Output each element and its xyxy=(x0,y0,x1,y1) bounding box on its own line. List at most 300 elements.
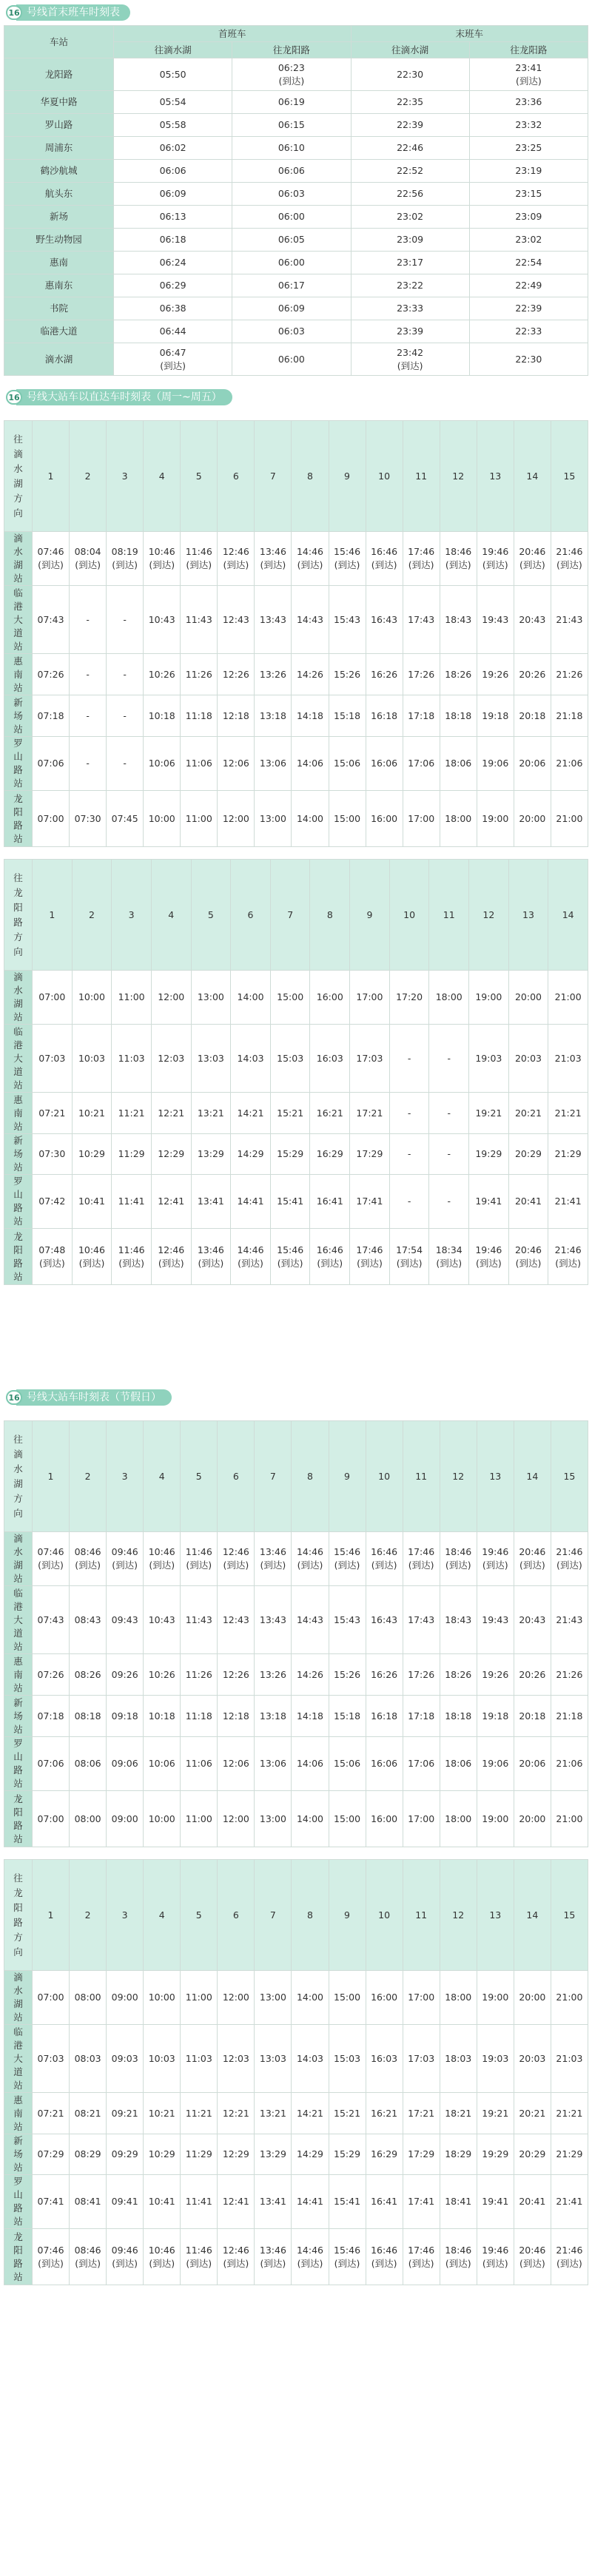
time-cell: 06:06 xyxy=(114,160,232,183)
time-cell: 12:43 xyxy=(218,1586,255,1654)
time-cell: 14:03 xyxy=(231,1025,271,1093)
table-row xyxy=(4,297,588,320)
time-cell: 08:00 xyxy=(70,1791,107,1847)
time-cell: 10:26 xyxy=(144,1654,181,1696)
time-cell: 17:03 xyxy=(403,2025,440,2093)
time-cell: 21:29 xyxy=(548,1134,588,1175)
time-cell: 20:41 xyxy=(508,1175,548,1229)
direction-label: 往龙阳路方向 xyxy=(4,1860,33,1971)
time-cell: 23:09 xyxy=(469,206,588,229)
time-cell: 14:18 xyxy=(292,1696,329,1737)
time-cell: 16:29 xyxy=(366,2134,403,2175)
holiday-section xyxy=(0,1388,588,2285)
train-number: 4 xyxy=(144,1421,181,1532)
time-cell: 22:39 xyxy=(351,114,469,137)
time-cell: 14:43 xyxy=(292,586,329,654)
time-cell: 19:43 xyxy=(477,586,514,654)
time-cell: 07:46 (到达) xyxy=(33,532,70,586)
time-cell: 23:17 xyxy=(351,252,469,274)
time-cell: 06:03 xyxy=(232,320,351,343)
time-cell: 06:24 xyxy=(114,252,232,274)
time-cell: 22:46 xyxy=(351,137,469,160)
time-cell: 14:21 xyxy=(231,1093,271,1134)
time-cell: 17:18 xyxy=(403,695,440,737)
time-cell: 09:06 xyxy=(107,1737,144,1791)
time-cell: 14:41 xyxy=(231,1175,271,1229)
time-cell: 10:00 xyxy=(72,971,112,1025)
time-cell: 06:38 xyxy=(114,297,232,320)
time-cell: 05:54 xyxy=(114,91,232,114)
time-cell: 11:00 xyxy=(181,1791,218,1847)
table-row xyxy=(4,654,588,695)
time-cell: 18:46 (到达) xyxy=(440,1532,477,1586)
time-cell: 20:00 xyxy=(514,1791,551,1847)
time-cell: 14:46 (到达) xyxy=(231,1229,271,1285)
time-cell: 16:03 xyxy=(366,2025,403,2093)
station-name: 航头东 xyxy=(4,183,114,206)
time-cell: 21:03 xyxy=(551,2025,588,2093)
time-cell: 11:46 (到达) xyxy=(181,1532,218,1586)
time-cell: 12:00 xyxy=(151,971,191,1025)
time-cell: 08:46 (到达) xyxy=(70,1532,107,1586)
time-cell: 23:22 xyxy=(351,274,469,297)
time-cell: 11:18 xyxy=(181,695,218,737)
time-cell: 21:46 (到达) xyxy=(551,1532,588,1586)
time-cell: 10:21 xyxy=(144,2093,181,2134)
station-name: 罗山路站 xyxy=(4,2175,33,2229)
time-cell: 20:41 xyxy=(514,2175,551,2229)
time-cell: 12:00 xyxy=(218,791,255,847)
time-cell: 22:30 xyxy=(469,343,588,376)
time-cell: 12:00 xyxy=(218,1791,255,1847)
train-number: 11 xyxy=(403,421,440,532)
time-cell: 20:00 xyxy=(514,1971,551,2025)
time-cell: 12:41 xyxy=(151,1175,191,1229)
time-cell: 11:06 xyxy=(181,1737,218,1791)
train-number: 8 xyxy=(292,1860,329,1971)
train-number: 5 xyxy=(181,1421,218,1532)
time-cell: 22:30 xyxy=(351,58,469,91)
time-cell: 16:46 (到达) xyxy=(366,1532,403,1586)
time-cell: 15:03 xyxy=(329,2025,366,2093)
time-cell: 12:41 xyxy=(218,2175,255,2229)
station-name: 华夏中路 xyxy=(4,91,114,114)
time-cell: 21:03 xyxy=(548,1025,588,1093)
time-cell: 13:29 xyxy=(255,2134,292,2175)
time-cell: 12:46 (到达) xyxy=(218,532,255,586)
time-cell: 17:03 xyxy=(350,1025,390,1093)
time-cell: 08:46 (到达) xyxy=(70,2229,107,2285)
train-number: 1 xyxy=(33,1860,70,1971)
time-cell: 12:21 xyxy=(218,2093,255,2134)
train-number: 13 xyxy=(477,1421,514,1532)
time-cell: 15:29 xyxy=(329,2134,366,2175)
time-cell: 13:00 xyxy=(255,1971,292,2025)
time-cell: 07:26 xyxy=(33,1654,70,1696)
time-cell: 08:03 xyxy=(70,2025,107,2093)
time-cell: 14:00 xyxy=(231,971,271,1025)
header-row xyxy=(4,1860,588,1971)
time-cell: 16:00 xyxy=(310,971,350,1025)
time-cell: 13:46 (到达) xyxy=(255,1532,292,1586)
time-cell: 06:44 xyxy=(114,320,232,343)
time-cell: 20:46 (到达) xyxy=(514,2229,551,2285)
time-cell: 06:00 xyxy=(232,252,351,274)
table-row xyxy=(4,1971,588,2025)
table-row xyxy=(4,274,588,297)
time-cell: - xyxy=(107,695,144,737)
train-number: 5 xyxy=(181,1860,218,1971)
time-cell: 14:41 xyxy=(292,2175,329,2229)
time-cell: 15:00 xyxy=(329,791,366,847)
time-cell: 16:29 xyxy=(310,1134,350,1175)
table-row xyxy=(4,58,588,91)
station-name: 龙阳路站 xyxy=(4,1791,33,1847)
time-cell: 20:26 xyxy=(514,1654,551,1696)
station-name: 龙阳路站 xyxy=(4,1229,33,1285)
weekday-header xyxy=(0,388,588,407)
table-row xyxy=(4,1025,588,1093)
time-cell: 13:03 xyxy=(255,2025,292,2093)
time-cell: 13:46 (到达) xyxy=(191,1229,231,1285)
time-cell: 19:46 (到达) xyxy=(477,2229,514,2285)
time-cell: 22:39 xyxy=(469,297,588,320)
time-cell: 06:29 xyxy=(114,274,232,297)
time-cell: 13:00 xyxy=(191,971,231,1025)
time-cell: 17:54 (到达) xyxy=(389,1229,429,1285)
train-number: 8 xyxy=(292,1421,329,1532)
time-cell: 10:00 xyxy=(144,1791,181,1847)
time-cell: - xyxy=(429,1093,469,1134)
time-cell: 22:35 xyxy=(351,91,469,114)
time-cell: 11:41 xyxy=(181,2175,218,2229)
time-cell: 17:26 xyxy=(403,654,440,695)
time-cell: 19:03 xyxy=(469,1025,509,1093)
time-cell: 19:41 xyxy=(477,2175,514,2229)
time-cell: 19:46 (到达) xyxy=(469,1229,509,1285)
time-cell: 21:00 xyxy=(551,1791,588,1847)
time-cell: 18:43 xyxy=(440,1586,477,1654)
time-cell: 20:46 (到达) xyxy=(508,1229,548,1285)
table-row xyxy=(4,160,588,183)
train-number: 14 xyxy=(548,860,588,971)
time-cell: 08:29 xyxy=(70,2134,107,2175)
station-name: 惠南站 xyxy=(4,1654,33,1696)
time-cell: 20:21 xyxy=(514,2093,551,2134)
time-cell: 18:00 xyxy=(440,791,477,847)
weekday-table-to-longyanglu xyxy=(4,859,588,1285)
time-cell: 21:06 xyxy=(551,1737,588,1791)
time-cell: 11:26 xyxy=(181,654,218,695)
time-cell: 23:36 xyxy=(469,91,588,114)
station-name: 滴水湖 xyxy=(4,343,114,376)
table-row xyxy=(4,183,588,206)
time-cell: 07:46 (到达) xyxy=(33,2229,70,2285)
time-cell: 13:21 xyxy=(255,2093,292,2134)
time-cell: 19:06 xyxy=(477,1737,514,1791)
time-cell: 09:00 xyxy=(107,1791,144,1847)
time-cell: 13:26 xyxy=(255,654,292,695)
station-name: 新场站 xyxy=(4,2134,33,2175)
time-cell: 07:43 xyxy=(33,586,70,654)
table-row xyxy=(4,229,588,252)
table-row xyxy=(4,1791,588,1847)
time-cell: - xyxy=(70,654,107,695)
time-cell: 06:09 xyxy=(114,183,232,206)
table-row xyxy=(4,2093,588,2134)
train-number: 11 xyxy=(429,860,469,971)
time-cell: 21:18 xyxy=(551,695,588,737)
station-name: 惠南站 xyxy=(4,2093,33,2134)
time-cell: - xyxy=(429,1175,469,1229)
time-cell: 12:00 xyxy=(218,1971,255,2025)
time-cell: 12:43 xyxy=(218,586,255,654)
time-cell: 15:18 xyxy=(329,695,366,737)
sub-header: 往滴水湖 xyxy=(114,42,232,58)
time-cell: 11:18 xyxy=(181,1696,218,1737)
time-cell: 06:13 xyxy=(114,206,232,229)
time-cell: 23:42 (到达) xyxy=(351,343,469,376)
time-cell: 07:41 xyxy=(33,2175,70,2229)
time-cell: 15:41 xyxy=(270,1175,310,1229)
train-number: 3 xyxy=(107,1421,144,1532)
time-cell: 14:06 xyxy=(292,737,329,791)
station-name: 新场站 xyxy=(4,1134,33,1175)
time-cell: 17:43 xyxy=(403,586,440,654)
time-cell: 07:18 xyxy=(33,695,70,737)
table-row xyxy=(4,532,588,586)
time-cell: 10:26 xyxy=(144,654,181,695)
time-cell: 06:00 xyxy=(232,343,351,376)
table-row xyxy=(4,137,588,160)
table-row xyxy=(4,2025,588,2093)
station-name: 临港大道站 xyxy=(4,586,33,654)
time-cell: 07:30 xyxy=(70,791,107,847)
time-cell: 12:46 (到达) xyxy=(218,1532,255,1586)
time-cell: 13:46 (到达) xyxy=(255,532,292,586)
time-cell: - xyxy=(107,654,144,695)
time-cell: 07:29 xyxy=(33,2134,70,2175)
time-cell: 18:06 xyxy=(440,1737,477,1791)
time-cell: 11:46 (到达) xyxy=(181,532,218,586)
station-name: 周浦东 xyxy=(4,137,114,160)
train-number: 8 xyxy=(310,860,350,971)
time-cell: 18:00 xyxy=(440,1791,477,1847)
time-cell: 07:48 (到达) xyxy=(33,1229,73,1285)
time-cell: 14:26 xyxy=(292,1654,329,1696)
time-cell: 16:43 xyxy=(366,1586,403,1654)
time-cell: 16:46 (到达) xyxy=(366,532,403,586)
time-cell: 13:18 xyxy=(255,695,292,737)
train-number: 7 xyxy=(255,1860,292,1971)
time-cell: - xyxy=(107,737,144,791)
time-cell: - xyxy=(70,695,107,737)
time-cell: 21:00 xyxy=(551,791,588,847)
station-name: 新场站 xyxy=(4,1696,33,1737)
train-number: 12 xyxy=(440,421,477,532)
time-cell: 22:49 xyxy=(469,274,588,297)
time-cell: 15:00 xyxy=(270,971,310,1025)
time-cell: 14:00 xyxy=(292,1791,329,1847)
time-cell: 12:46 (到达) xyxy=(218,2229,255,2285)
time-cell: 15:18 xyxy=(329,1696,366,1737)
time-cell: 21:06 xyxy=(551,737,588,791)
time-cell: 13:06 xyxy=(255,1737,292,1791)
time-cell: 21:18 xyxy=(551,1696,588,1737)
table-row xyxy=(4,1229,588,1285)
time-cell: 14:00 xyxy=(292,1971,329,2025)
time-cell: 13:46 (到达) xyxy=(255,2229,292,2285)
head-first: 首班车 xyxy=(114,26,352,42)
time-cell: 17:00 xyxy=(403,1791,440,1847)
time-cell: 16:21 xyxy=(366,2093,403,2134)
time-cell: 19:43 xyxy=(477,1586,514,1654)
time-cell: 16:21 xyxy=(310,1093,350,1134)
time-cell: 06:00 xyxy=(232,206,351,229)
time-cell: 22:33 xyxy=(469,320,588,343)
time-cell: 17:00 xyxy=(403,1971,440,2025)
time-cell: 17:21 xyxy=(403,2093,440,2134)
station-name: 临港大道站 xyxy=(4,1025,33,1093)
time-cell: 10:46 (到达) xyxy=(144,532,181,586)
time-cell: 07:03 xyxy=(33,2025,70,2093)
section-title: 号线大站车时刻表（节假日） xyxy=(16,1389,172,1406)
time-cell: 20:18 xyxy=(514,1696,551,1737)
head-station: 车站 xyxy=(4,26,114,58)
time-cell: 19:21 xyxy=(469,1093,509,1134)
time-cell: 07:46 (到达) xyxy=(33,1532,70,1586)
time-cell: 19:00 xyxy=(477,1791,514,1847)
time-cell: 18:34 (到达) xyxy=(429,1229,469,1285)
time-cell: 18:18 xyxy=(440,1696,477,1737)
train-number: 13 xyxy=(508,860,548,971)
table-row xyxy=(4,695,588,737)
station-name: 滴水湖站 xyxy=(4,971,33,1025)
train-number: 8 xyxy=(292,421,329,532)
time-cell: - xyxy=(429,1134,469,1175)
train-number: 9 xyxy=(329,421,366,532)
time-cell: 15:43 xyxy=(329,1586,366,1654)
time-cell: 15:26 xyxy=(329,654,366,695)
time-cell: 15:21 xyxy=(270,1093,310,1134)
train-number: 7 xyxy=(255,1421,292,1532)
time-cell: 10:41 xyxy=(72,1175,112,1229)
station-name: 惠南东 xyxy=(4,274,114,297)
train-number: 7 xyxy=(255,421,292,532)
station-name: 鹤沙航城 xyxy=(4,160,114,183)
time-cell: 06:05 xyxy=(232,229,351,252)
time-cell: 13:26 xyxy=(255,1654,292,1696)
time-cell: 19:00 xyxy=(477,791,514,847)
header-row xyxy=(4,860,588,971)
time-cell: 14:29 xyxy=(292,2134,329,2175)
time-cell: 13:00 xyxy=(255,791,292,847)
train-number: 15 xyxy=(551,1421,588,1532)
time-cell: 21:21 xyxy=(548,1093,588,1134)
time-cell: 09:26 xyxy=(107,1654,144,1696)
train-number: 4 xyxy=(144,1860,181,1971)
time-cell: 10:29 xyxy=(72,1134,112,1175)
time-cell: 15:46 (到达) xyxy=(329,532,366,586)
time-cell: 11:43 xyxy=(181,1586,218,1654)
time-cell: 14:18 xyxy=(292,695,329,737)
time-cell: 07:00 xyxy=(33,1791,70,1847)
time-cell: 22:52 xyxy=(351,160,469,183)
time-cell: 07:18 xyxy=(33,1696,70,1737)
time-cell: 16:41 xyxy=(310,1175,350,1229)
table-row xyxy=(4,1175,588,1229)
train-number: 6 xyxy=(231,860,271,971)
time-cell: 18:46 (到达) xyxy=(440,2229,477,2285)
time-cell: 05:58 xyxy=(114,114,232,137)
table-row xyxy=(4,91,588,114)
time-cell: 19:18 xyxy=(477,695,514,737)
time-cell: 20:46 (到达) xyxy=(514,1532,551,1586)
time-cell: 10:03 xyxy=(144,2025,181,2093)
time-cell: 15:06 xyxy=(329,737,366,791)
train-number: 2 xyxy=(70,421,107,532)
time-cell: 06:03 xyxy=(232,183,351,206)
time-cell: 21:26 xyxy=(551,1654,588,1696)
train-number: 1 xyxy=(33,860,73,971)
weekday-table-to-dishuihu xyxy=(4,420,588,847)
time-cell: 17:18 xyxy=(403,1696,440,1737)
time-cell: 22:56 xyxy=(351,183,469,206)
time-cell: 11:43 xyxy=(181,586,218,654)
time-cell: 12:03 xyxy=(151,1025,191,1093)
time-cell: - xyxy=(389,1093,429,1134)
time-cell: 06:10 xyxy=(232,137,351,160)
section-title: 号线首末班车时刻表 xyxy=(16,4,130,21)
time-cell: 16:18 xyxy=(366,1696,403,1737)
time-cell: 17:26 xyxy=(403,1654,440,1696)
time-cell: 09:46 (到达) xyxy=(107,2229,144,2285)
time-cell: 19:03 xyxy=(477,2025,514,2093)
time-cell: 20:29 xyxy=(514,2134,551,2175)
time-cell: 19:00 xyxy=(469,971,509,1025)
time-cell: 08:18 xyxy=(70,1696,107,1737)
time-cell: 14:00 xyxy=(292,791,329,847)
time-cell: 22:54 xyxy=(469,252,588,274)
header-row xyxy=(4,421,588,532)
time-cell: 13:00 xyxy=(255,1791,292,1847)
table-row xyxy=(4,343,588,376)
time-cell: 13:43 xyxy=(255,1586,292,1654)
train-number: 12 xyxy=(440,1421,477,1532)
time-cell: 16:46 (到达) xyxy=(310,1229,350,1285)
head-last: 末班车 xyxy=(351,26,588,42)
station-name: 罗山路站 xyxy=(4,737,33,791)
time-cell: 14:06 xyxy=(292,1737,329,1791)
time-cell: 17:46 (到达) xyxy=(350,1229,390,1285)
time-cell: 12:29 xyxy=(151,1134,191,1175)
table-row xyxy=(4,2175,588,2229)
time-cell: 07:43 xyxy=(33,1586,70,1654)
time-cell: 09:46 (到达) xyxy=(107,1532,144,1586)
time-cell: 11:00 xyxy=(112,971,152,1025)
time-cell: 17:21 xyxy=(350,1093,390,1134)
time-cell: 10:46 (到达) xyxy=(144,1532,181,1586)
first-last-section xyxy=(0,3,588,376)
time-cell: 10:00 xyxy=(144,791,181,847)
time-cell: 13:18 xyxy=(255,1696,292,1737)
time-cell: 17:41 xyxy=(350,1175,390,1229)
time-cell: 20:43 xyxy=(514,1586,551,1654)
station-name: 临港大道站 xyxy=(4,2025,33,2093)
train-number: 7 xyxy=(270,860,310,971)
table-row xyxy=(4,1654,588,1696)
time-cell: 08:21 xyxy=(70,2093,107,2134)
